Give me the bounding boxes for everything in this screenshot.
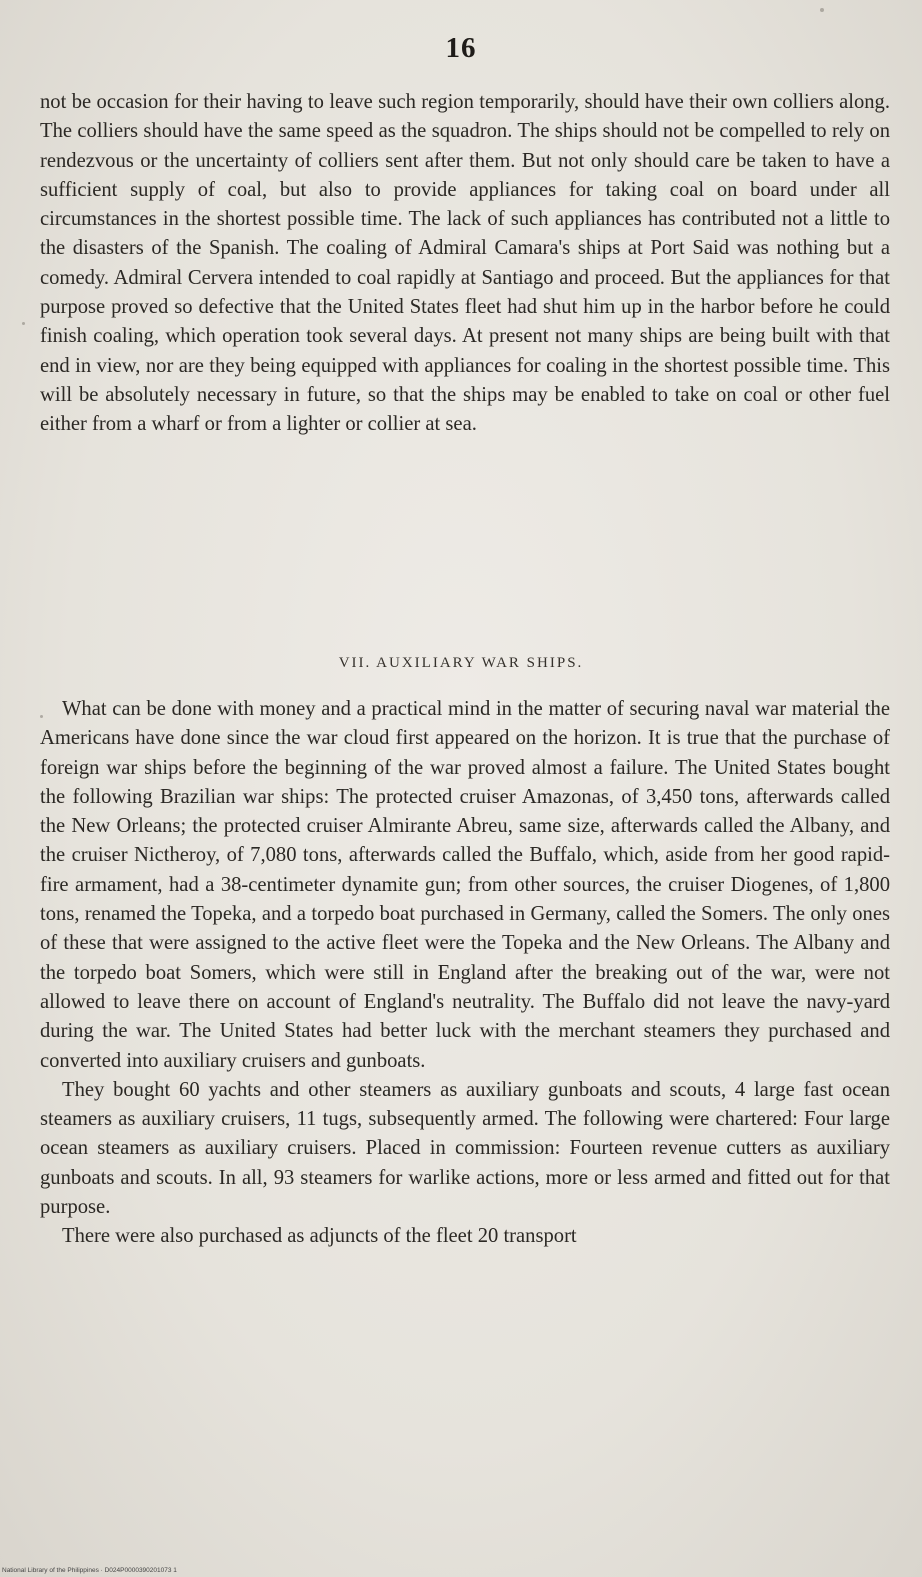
page-number: 16 <box>445 32 477 64</box>
paragraph-coaling: not be occasion for their having to leave such region temporarily, should have their own colliers along. The colliers should have the same speed as the squadron. The ships should not be compelled to rely on rendezvous or the uncertainty of colliers sent after them. But not only should care be taken to have a sufficient supply of coal, but also to provide appliances for taking coal on board under all circumstances in the shortest possible time. The lack of such appliances has contributed not a little to the disasters of the Spanish. The coaling of Admiral Camara's ships at Port Said was nothing but a comedy. Admiral Cervera intended to coal rapidly at Santiago and proceed. But the appliances for that purpose proved so defective that the United States fleet had shut him up in the harbor before he could finish coaling, which operation took several days. At present not many ships are being built with that end in view, nor are they being equipped with appliances for coaling in the shortest possible time. This will be absolutely necessary in future, so that the ships may be enabled to take on coal or other fuel either from a wharf or from a lighter or collier at sea. <box>40 91 890 436</box>
library-footer-note: National Library of the Philippines · D024P0000390201073 1 <box>2 1567 177 1574</box>
body-text-top <box>40 88 890 440</box>
paragraph-transports: There were also purchased as adjuncts of the fleet 20 transport <box>62 1225 577 1248</box>
paragraph-purchased-steamers: They bought 60 yachts and other steamers as auxiliary gunboats and scouts, 4 large fast ocean steamers as auxiliary cruisers, 11 tugs, subsequently armed. The following were chartered: Four large ocean steamers as auxiliary cruisers. Placed in commission: Fourteen revenue cutters as auxiliary gunboats and scouts. In all, 93 steamers for warlike actions, more or less armed and fitted out for that purpose. <box>40 1078 890 1219</box>
body-text-bottom <box>40 695 890 1252</box>
scan-speck <box>820 8 824 12</box>
paragraph-auxiliary-ships: What can be done with money and a practical mind in the matter of securing naval war material the Americans have done since the war cloud first appeared on the horizon. It is true that the purchase of foreign war ships before the beginning of the war proved almost a failure. The United States bought the following Brazilian war ships: The protected cruiser Amazonas, of 3,450 tons, afterwards called the New Orleans; the protected cruiser Almirante Abreu, same size, afterwards called the Albany, and the cruiser Nictheroy, of 7,080 tons, afterwards called the Buffalo, which, aside from her good rapid-fire armament, had a 38-centimeter dynamite gun; from other sources, the cruiser Diogenes, of 1,800 tons, renamed the Topeka, and a torpedo boat purchased in Germany, called the Somers. The only ones of these that were assigned to the active fleet were the Topeka and the New Orleans. The Albany and the torpedo boat Somers, which were still in England after the breaking out of the war, were not allowed to leave there on account of England's neutrality. The Buffalo did not leave the navy-yard during the war. The United States had better luck with the merchant steamers they purchased and converted into auxiliary cruisers and gunboats. <box>40 698 890 1072</box>
section-heading: VII. AUXILIARY WAR SHIPS. <box>338 655 584 671</box>
scan-speck <box>22 322 25 325</box>
